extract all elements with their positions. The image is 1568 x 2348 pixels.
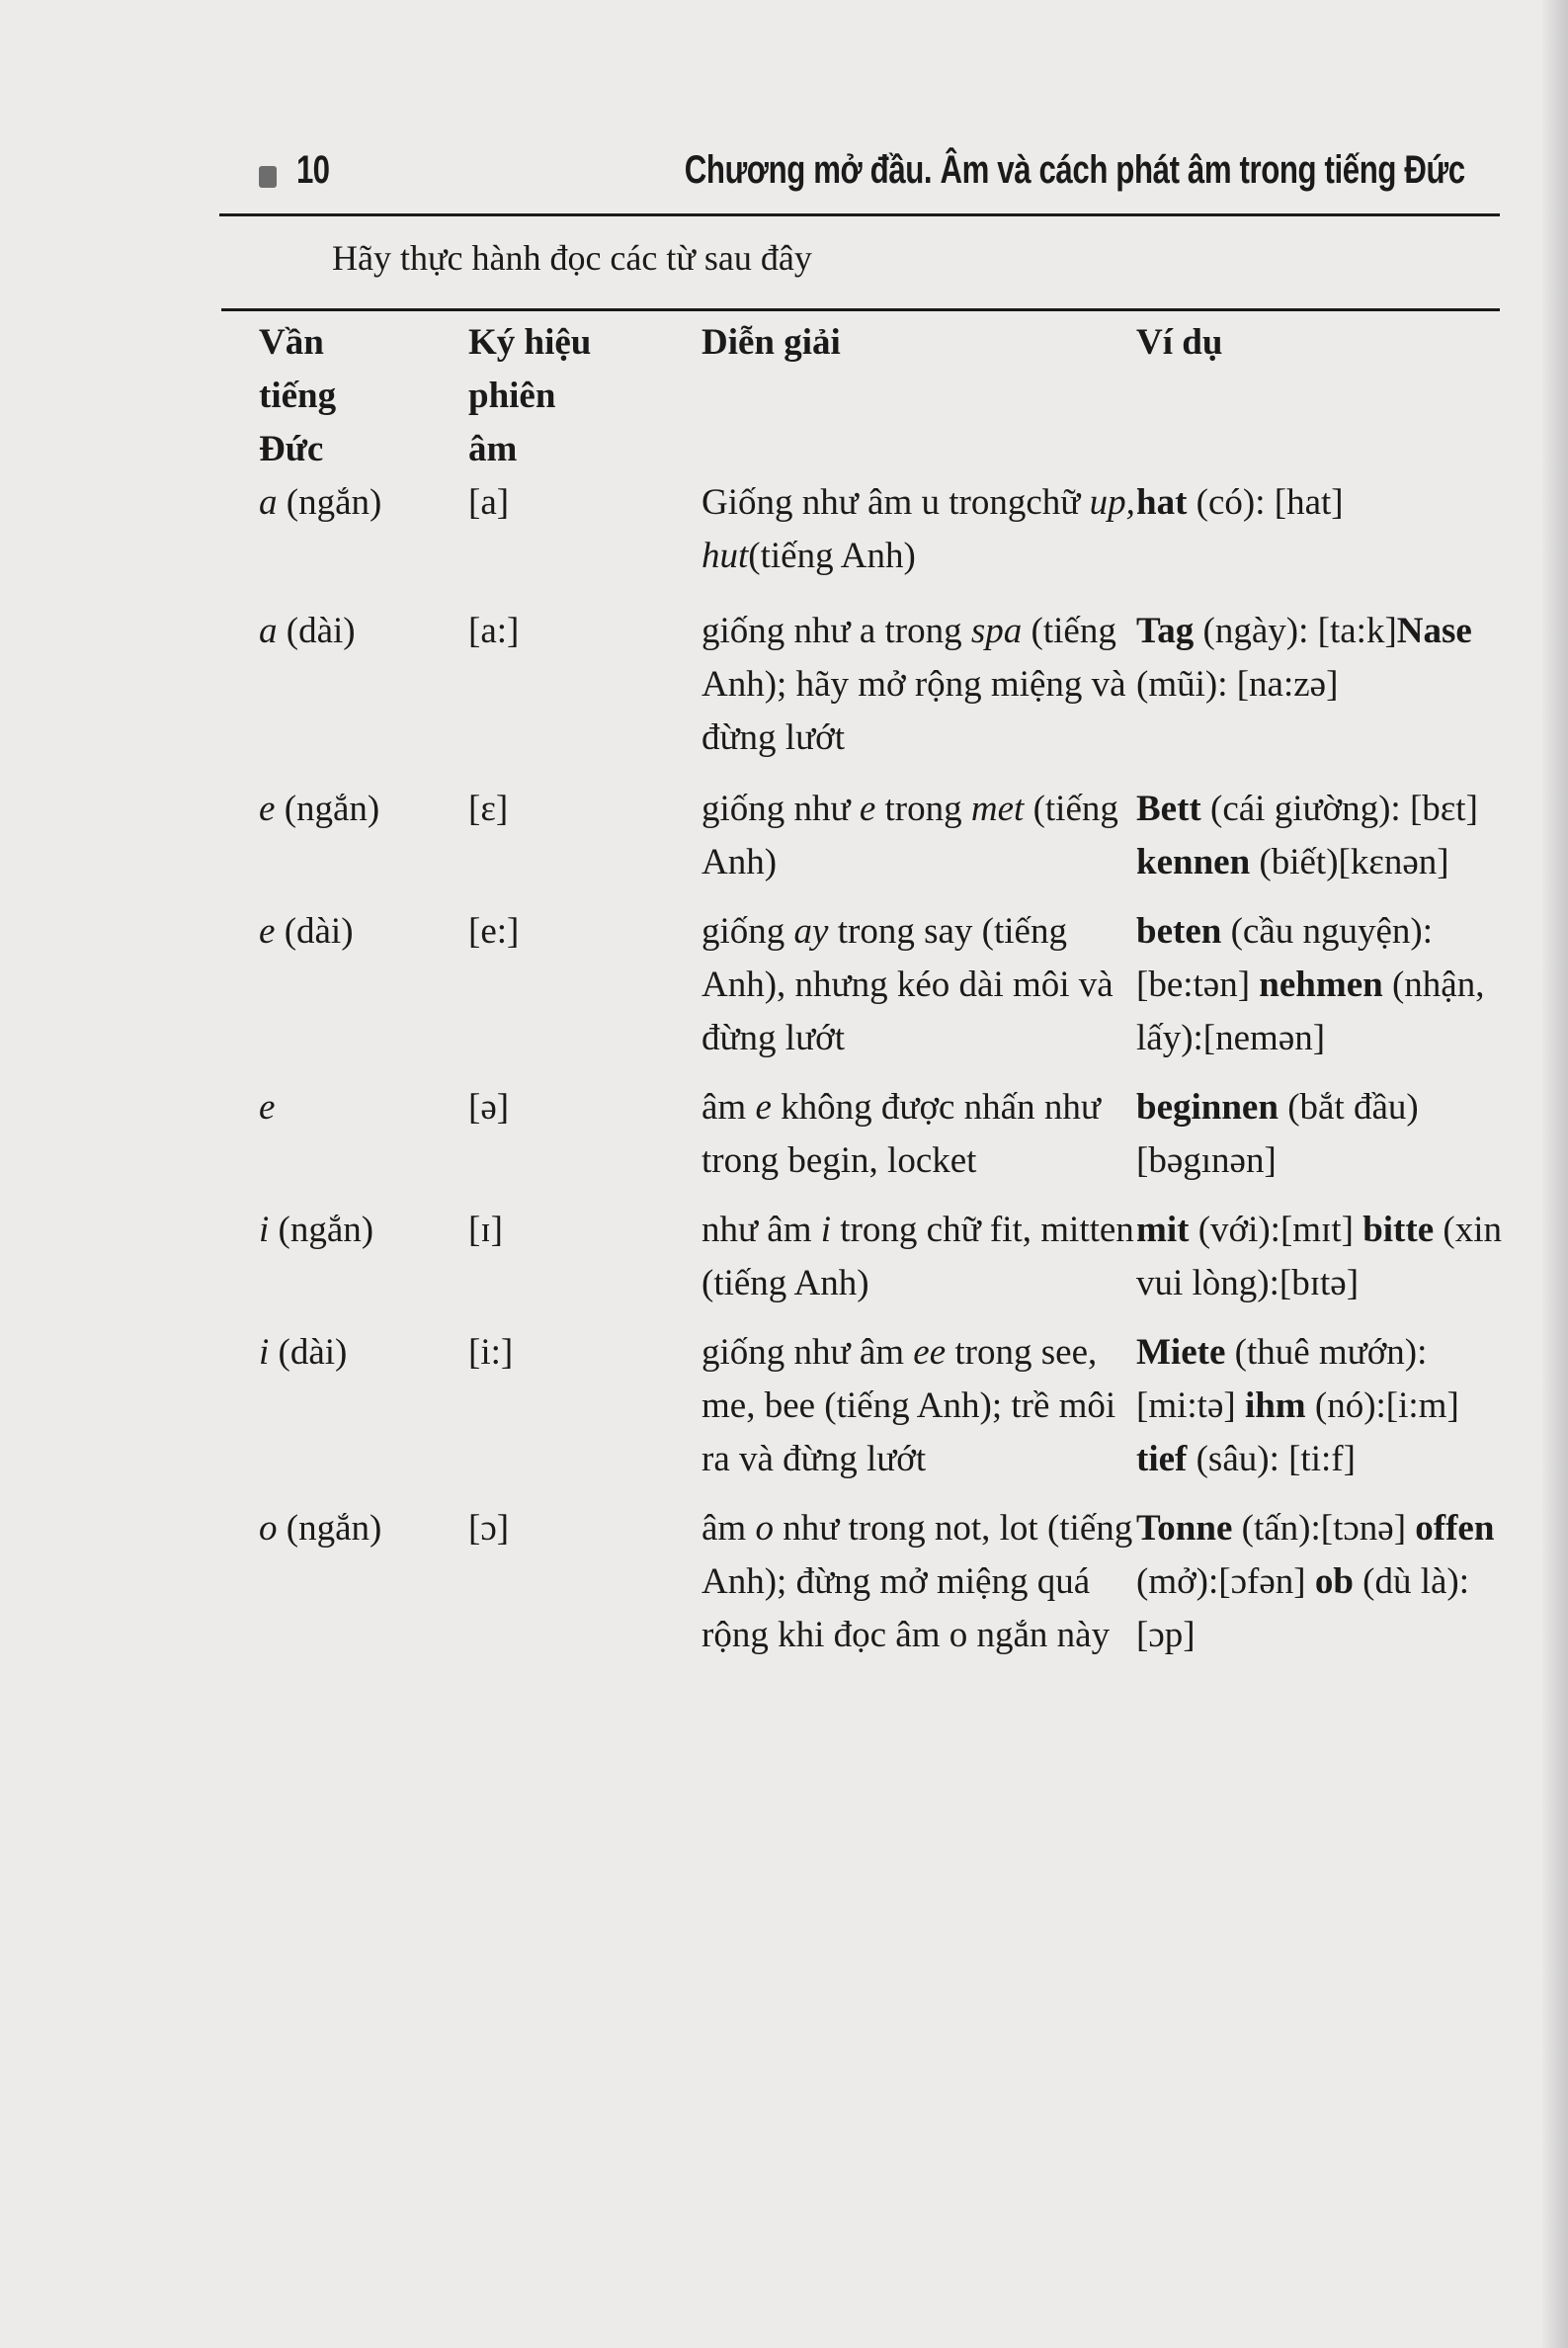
table-row xyxy=(259,905,1504,1081)
example-word: Tag xyxy=(1136,611,1195,651)
description-text: không được nhấn như trong begin, locket xyxy=(701,1087,1101,1181)
vowel-cell xyxy=(259,783,468,905)
description-text: trong say (tiếng Anh), nhưng kéo dài môi và đừng lướt xyxy=(701,911,1114,1058)
vowel-letter: a xyxy=(259,611,278,651)
table-row xyxy=(259,476,1504,605)
vowel-cell xyxy=(259,476,468,605)
ipa-cell: [i:] xyxy=(468,1332,514,1373)
vowel-length: (dài) xyxy=(269,1332,348,1373)
example-gloss: (với):[mɪt] xyxy=(1189,1210,1363,1250)
description-cell xyxy=(701,1081,1136,1204)
description-text: trong chữ fit, mitten (tiếng Anh) xyxy=(701,1210,1134,1303)
example-word: hat xyxy=(1136,482,1188,523)
vowel-letter: i xyxy=(259,1210,270,1250)
example-gloss: (bắt đầu) [bəgınən] xyxy=(1136,1087,1419,1181)
description-text: như âm xyxy=(701,1210,821,1250)
ipa-cell: [a:] xyxy=(468,611,520,651)
example-gloss: (sâu): [ti:f] xyxy=(1187,1439,1356,1479)
page-marker-icon xyxy=(259,166,277,188)
vowel-length: (ngắn) xyxy=(277,482,382,523)
example-gloss: (cầu nguyện): [be:tən] xyxy=(1136,911,1434,1005)
vowel-letter: e xyxy=(259,789,276,829)
header-description: Diễn giải xyxy=(701,322,841,363)
description-italic: o xyxy=(755,1508,774,1549)
example-gloss: (biết)[kɛnən] xyxy=(1250,842,1449,882)
vowel-table xyxy=(259,316,1504,1662)
description-text: âm xyxy=(701,1087,756,1128)
vowel-cell xyxy=(259,1326,468,1502)
table-header-row xyxy=(259,316,1504,476)
example-cell xyxy=(1136,783,1504,905)
page-number: 10 xyxy=(296,148,330,192)
intro-text: Hãy thực hành đọc các từ sau đây xyxy=(332,238,812,278)
example-word: ihm xyxy=(1244,1385,1306,1426)
example-cell xyxy=(1136,1502,1504,1662)
description-text: như trong not, lot (tiếng Anh); đừng mở miệng quá rộng khi đọc âm o ngắn này xyxy=(701,1508,1133,1655)
description-italic: e xyxy=(755,1087,772,1128)
description-italic: ee xyxy=(913,1332,947,1373)
example-gloss: (mũi): [na:zə] xyxy=(1136,664,1339,705)
ipa-cell: [ɔ] xyxy=(468,1508,510,1549)
example-word: Tonne xyxy=(1136,1508,1233,1549)
example-gloss: (cái giường): [bɛt] xyxy=(1200,789,1478,829)
ipa-cell: [ɛ] xyxy=(468,789,509,829)
vowel-length: (ngắn) xyxy=(269,1210,374,1250)
header-ipa: Ký hiệu phiên âm xyxy=(468,322,592,469)
example-word: Miete xyxy=(1136,1332,1226,1373)
description-cell xyxy=(701,905,1136,1081)
example-gloss: (xin vui lòng):[bɪtə] xyxy=(1136,1210,1502,1303)
description-text: trong see, me, bee (tiếng Anh); trề môi ra và đừng lướt xyxy=(701,1332,1116,1479)
example-gloss: (nó):[i:m] xyxy=(1305,1385,1459,1426)
example-word: mit xyxy=(1136,1210,1190,1250)
table-top-rule xyxy=(221,308,1500,311)
description-text: (tiếng Anh); hãy mở rộng miệng và đừng lướt xyxy=(701,611,1126,758)
description-italic: met xyxy=(970,789,1025,829)
table-row xyxy=(259,605,1504,783)
example-word: kennen xyxy=(1136,842,1251,882)
description-text: (tiếng Anh) xyxy=(748,536,916,576)
example-word: ob xyxy=(1314,1561,1354,1602)
example-word: tief xyxy=(1136,1439,1188,1479)
description-cell xyxy=(701,783,1136,905)
description-text: giống xyxy=(701,911,794,952)
ipa-cell: [e:] xyxy=(468,911,520,952)
page-edge-shadow xyxy=(1542,0,1568,2348)
vowel-cell xyxy=(259,605,468,783)
description-italic: spa xyxy=(970,611,1023,651)
description-text: trong xyxy=(875,789,971,829)
vowel-length: (dài) xyxy=(277,611,356,651)
table-row xyxy=(259,1326,1504,1502)
vowel-letter: a xyxy=(259,482,278,523)
vowel-letter: e xyxy=(259,1087,276,1128)
example-word: nehmen xyxy=(1259,964,1383,1005)
description-italic: e xyxy=(859,789,876,829)
page-header xyxy=(0,148,1568,208)
example-gloss: (thuê mướn):[mi:tə] xyxy=(1136,1332,1428,1426)
description-text: giống như xyxy=(701,789,860,829)
example-gloss: (nhận, lấy):[nemən] xyxy=(1136,964,1485,1058)
vowel-cell xyxy=(259,1204,468,1326)
example-cell xyxy=(1136,605,1504,783)
example-word: bitte xyxy=(1362,1210,1435,1250)
vowel-letter: e xyxy=(259,911,276,952)
description-italic: i xyxy=(820,1210,832,1250)
chapter-title: Chương mở đầu. Âm và cách phát âm trong tiếng Đức xyxy=(685,148,1465,192)
example-word: beginnen xyxy=(1136,1087,1279,1128)
description-cell xyxy=(701,1502,1136,1662)
table-row xyxy=(259,783,1504,905)
vowel-length: (dài) xyxy=(275,911,354,952)
header-rule xyxy=(219,213,1500,216)
example-gloss: (ngày): [ta:k] xyxy=(1194,611,1397,651)
example-cell xyxy=(1136,1326,1504,1502)
description-text: Giống như âm u trong xyxy=(701,482,1027,523)
description-cell xyxy=(701,1204,1136,1326)
header-vowel: Vần tiếng Đức xyxy=(259,322,337,469)
example-cell xyxy=(1136,905,1504,1081)
vowel-length: (ngắn) xyxy=(277,1508,382,1549)
description-italic: ay xyxy=(793,911,829,952)
description-text: giống như a trong xyxy=(701,611,971,651)
example-gloss: (dù là):[ɔp] xyxy=(1136,1561,1470,1655)
vowel-length: (ngắn) xyxy=(275,789,380,829)
description-cell xyxy=(701,605,1136,783)
header-example: Ví dụ xyxy=(1136,322,1223,363)
example-word: Nase xyxy=(1396,611,1472,651)
table-row xyxy=(259,1502,1504,1662)
table-row xyxy=(259,1081,1504,1204)
description-italic: up, hut xyxy=(701,482,1135,576)
vowel-cell xyxy=(259,1502,468,1662)
example-cell xyxy=(1136,1081,1504,1204)
example-word: beten xyxy=(1136,911,1222,952)
example-gloss: (mở):[ɔfən] xyxy=(1136,1561,1315,1602)
example-word: offen xyxy=(1415,1508,1495,1549)
description-text: (tiếng Anh) xyxy=(701,789,1118,882)
example-gloss: (có): [hat] xyxy=(1187,482,1344,523)
vowel-letter: o xyxy=(259,1508,278,1549)
example-gloss: (tấn):[tɔnə] xyxy=(1232,1508,1416,1549)
table-row xyxy=(259,1204,1504,1326)
ipa-cell: [ɪ] xyxy=(468,1210,503,1250)
description-text: âm xyxy=(701,1508,756,1549)
example-cell xyxy=(1136,476,1504,605)
description-cell xyxy=(701,476,1136,605)
ipa-cell: [a] xyxy=(468,482,510,523)
ipa-cell: [ə] xyxy=(468,1087,510,1128)
vowel-cell xyxy=(259,905,468,1081)
vowel-letter: i xyxy=(259,1332,270,1373)
description-cell xyxy=(701,1326,1136,1502)
vowel-cell xyxy=(259,1081,468,1204)
example-word: Bett xyxy=(1136,789,1201,829)
example-cell xyxy=(1136,1204,1504,1326)
description-text: giống như âm xyxy=(701,1332,914,1373)
description-text: chữ xyxy=(1026,482,1090,523)
